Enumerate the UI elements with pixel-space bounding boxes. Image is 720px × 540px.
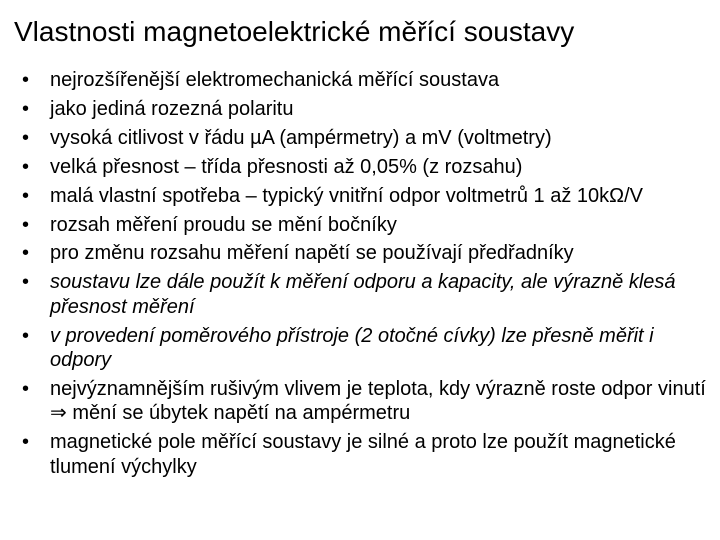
bullet-item xyxy=(0,430,720,479)
bullet-dot-icon: • xyxy=(22,431,30,454)
bullet-dot-icon: • xyxy=(22,155,30,178)
bullet-item xyxy=(0,241,720,265)
bullet-item xyxy=(0,324,720,373)
bullet-text: malá vlastní spotřeba – typický vnitřní odpor voltmetrů 1 až 10kΩ/V xyxy=(50,184,643,207)
bullet-text: jako jediná rozezná polaritu xyxy=(50,97,294,120)
bullet-text: soustavu lze dále použít k měření odporu a kapacity, ale výrazně klesá přesnost měření xyxy=(50,271,676,318)
bullet-dot-icon: • xyxy=(22,69,30,91)
slide-title: Vlastnosti magnetoelektrické měřící soustavy xyxy=(14,16,575,47)
bullet-text: pro změnu rozsahu měření napětí se používají předřadníky xyxy=(50,242,574,265)
bullet-dot-icon: • xyxy=(22,271,30,294)
bullet-dot-icon: • xyxy=(22,242,30,265)
bullet-dot-icon: • xyxy=(22,184,30,207)
bullet-text: vysoká citlivost v řádu µA (ampérmetry) a mV (voltmetry) xyxy=(50,126,552,149)
bullet-item xyxy=(0,155,720,179)
bullet-dot-icon: • xyxy=(22,126,30,149)
bullet-text: rozsah měření proudu se mění bočníky xyxy=(50,213,397,236)
bullet-item xyxy=(0,68,720,92)
bullet-item xyxy=(0,377,720,426)
bullet-dot-icon: • xyxy=(22,377,30,400)
bullet-text: velká přesnost – třída přesnosti až 0,05% (z rozsahu) xyxy=(50,155,523,178)
bullet-list xyxy=(0,68,720,484)
bullet-text: nejrozšířenější elektromechanická měřící soustava xyxy=(50,69,500,91)
bullet-item xyxy=(0,126,720,150)
bullet-item xyxy=(0,270,720,319)
bullet-item xyxy=(0,97,720,121)
bullet-item xyxy=(0,184,720,208)
bullet-dot-icon: • xyxy=(22,97,30,120)
bullet-text: magnetické pole měřící soustavy je silné a proto lze použít magnetické tlumení výchylky xyxy=(50,431,676,478)
bullet-dot-icon: • xyxy=(22,213,30,236)
bullet-text: nejvýznamnějším rušivým vlivem je teplota, kdy výrazně roste odpor vinutí ⇒ mění se úbytek napětí na ampérmetru xyxy=(50,377,706,425)
bullet-dot-icon: • xyxy=(22,324,30,347)
bullet-text: v provedení poměrového přístroje (2 otočné cívky) lze přesně měřit i odpory xyxy=(50,324,654,372)
bullet-item xyxy=(0,213,720,237)
